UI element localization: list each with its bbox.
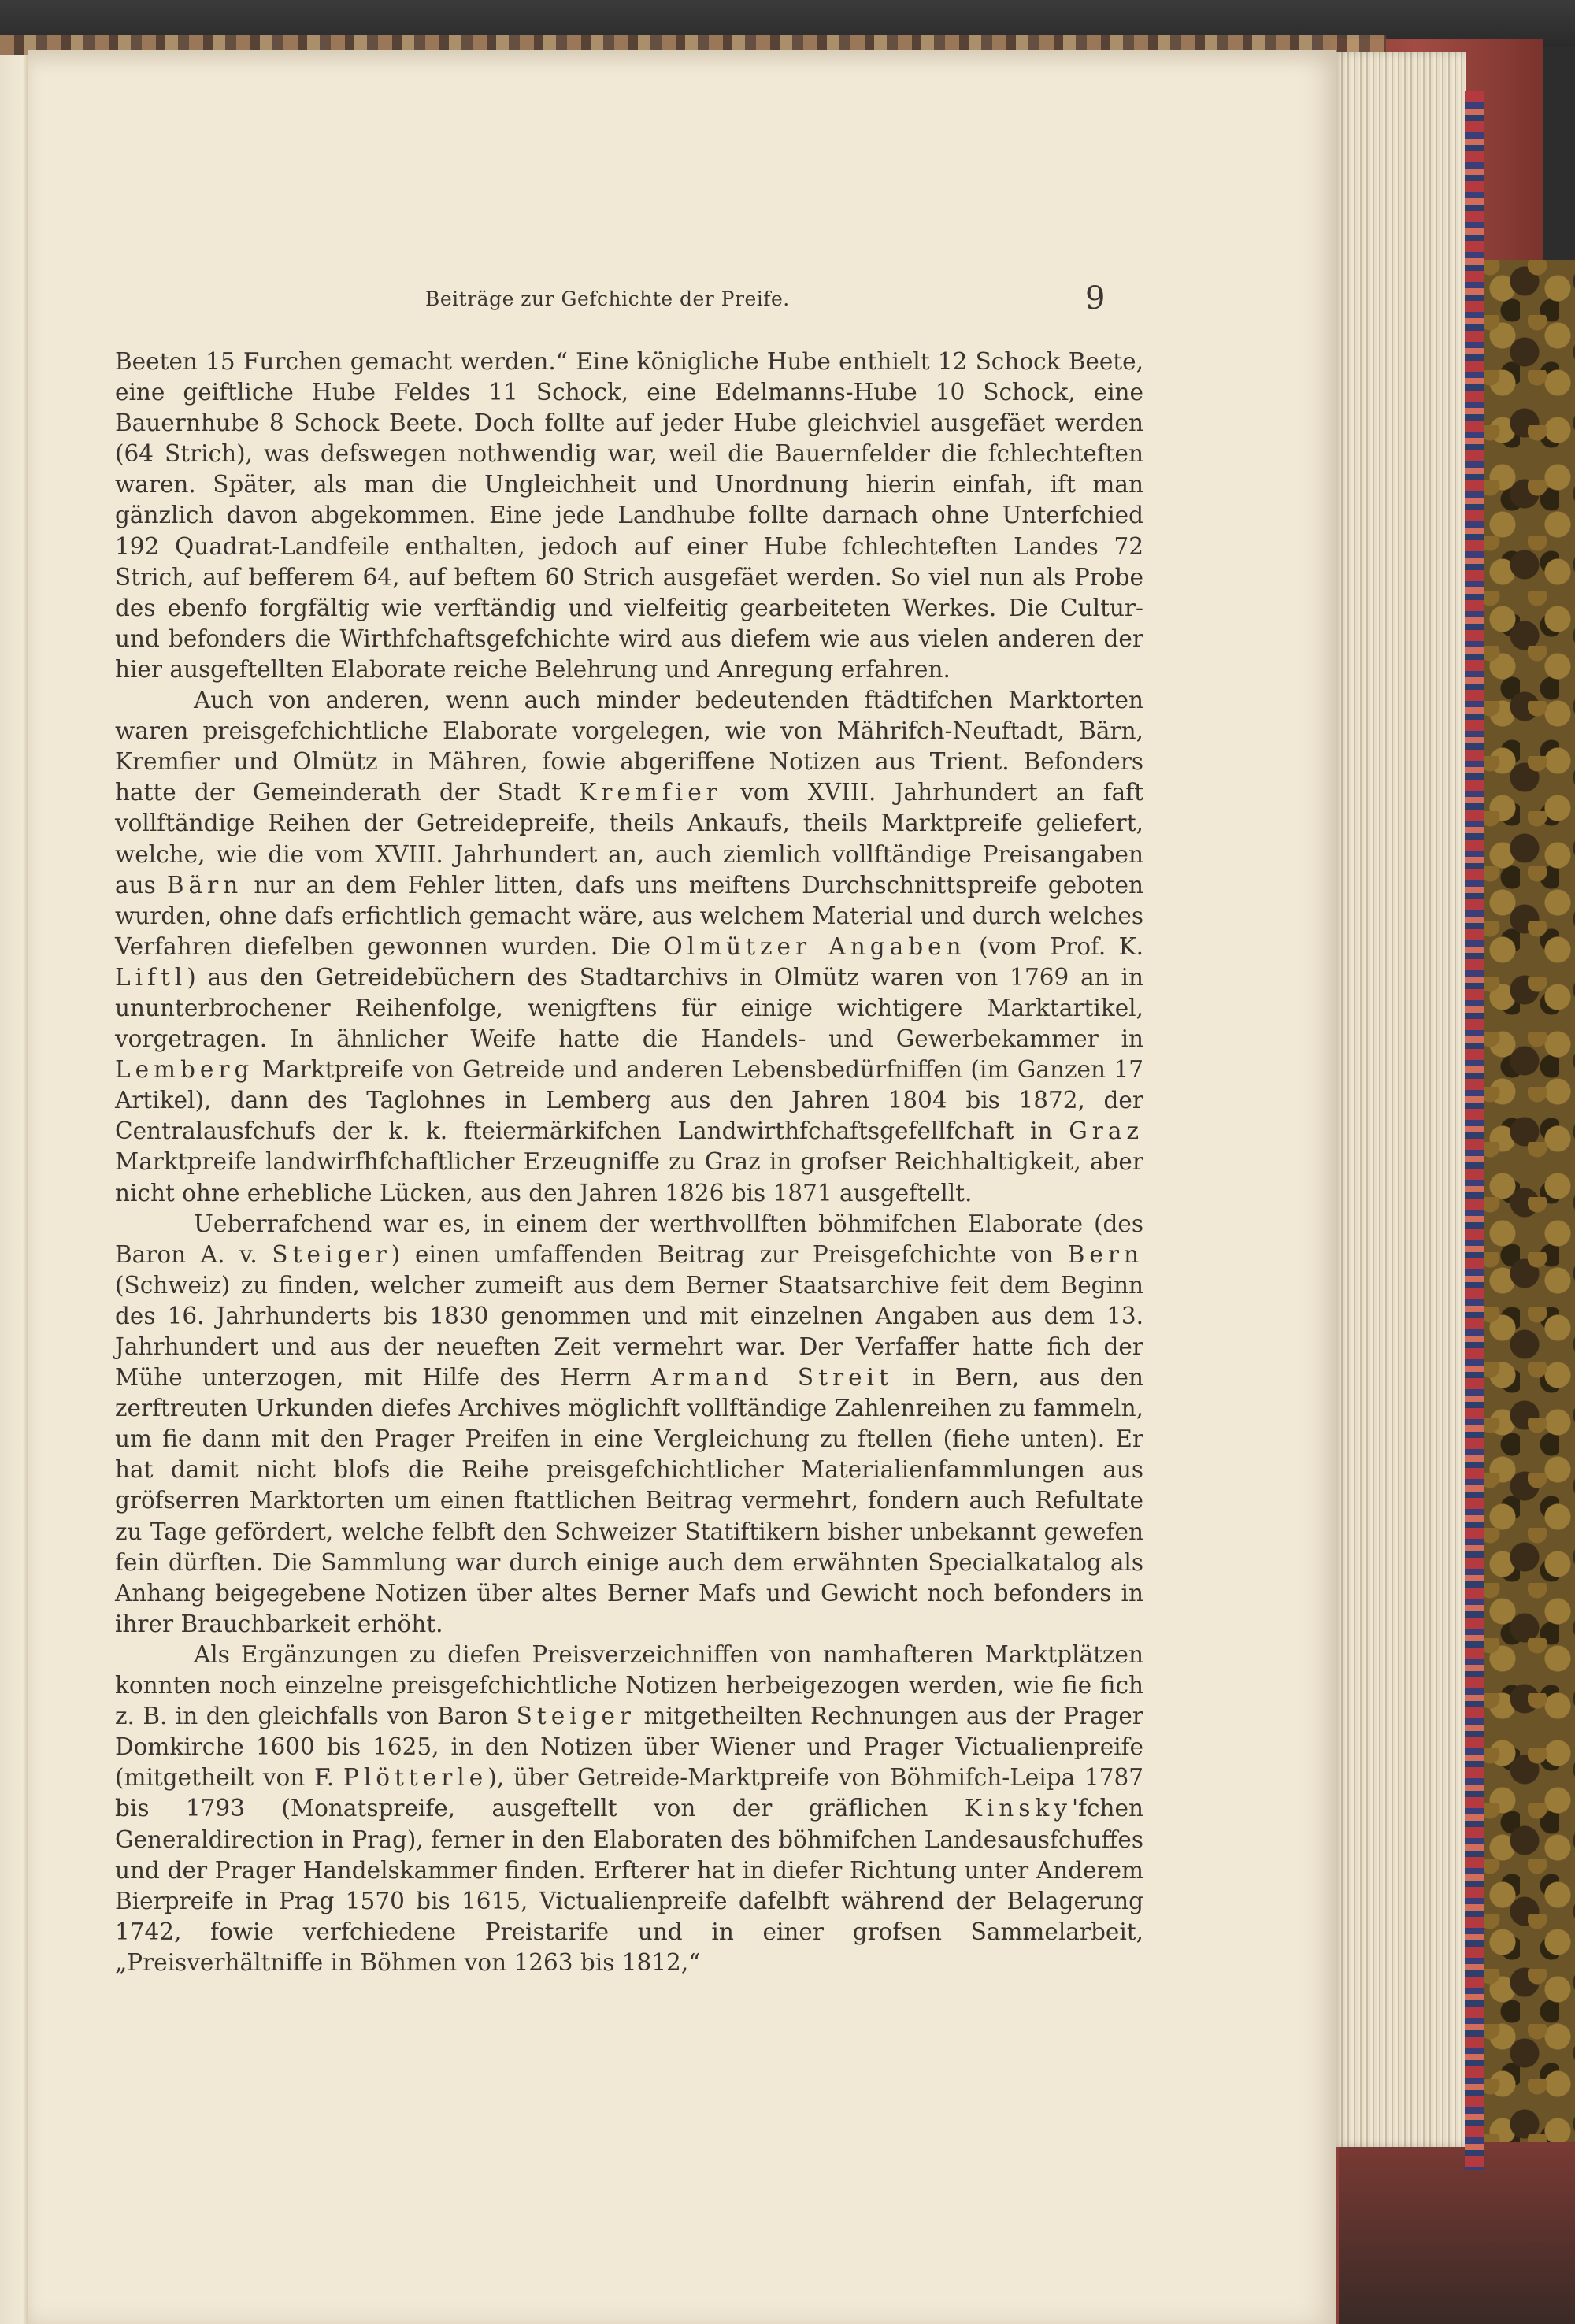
text-run: 'fchen Generaldirection in Prag), ferner in den Elaboraten des böhmifchen Landesausfchuffes und der Prager Handelskammer finden. Erfterer hat in diefer Richtung unter Anderem Bierpreife in Prag 1570 bis 1615, Victualienpreife dafelbft während der Belagerung 1742, fowie verfchiedene Preistarife und in einer grofsen Sammelarbeit, „Preisverhältniffe in Böhmen von 1263 bis 1812,“ <box>115 1795 1143 1976</box>
spaced-emphasis: Bärn <box>166 871 243 899</box>
running-header: Beiträge zur Gefchichte der Preife. <box>425 287 790 310</box>
text-run: Ueberrafchend war es, in einem der werthvollften böhmifchen Elaborate (des Baron A. v. <box>115 1210 1143 1268</box>
spaced-emphasis: Liftl <box>115 963 187 991</box>
spaced-emphasis: Plötterle <box>343 1764 488 1792</box>
text-run: ) aus den Getreidebüchern des Stadtarchivs in Olmütz waren von 1769 an in ununterbrochener Reihenfolge, wenigftens für einige wichtigere Marktartikel, vorgetragen. In ähnlicher Weife hatte die Handels- und Gewerbekammer in <box>115 963 1143 1053</box>
text-run: (Schweiz) zu finden, welcher zumeift aus dem Berner Staatsarchive feit dem Beginn des 16. Jahrhunderts bis 1830 genommen und mit einzelnen Angaben aus dem 13. Jahrhundert und aus der neueften Zeit vermehrt war. Der Verfaffer hatte fich der Mühe unterzogen, mit Hilfe des Herrn <box>115 1271 1143 1392</box>
text-run: mitgetheilten Rechnungen aus der Prager Domkirche 1600 bis 1625, in den Notizen über Wiener und Prager Victualienpreife (mitgetheilt von F. <box>115 1703 1143 1792</box>
text-run: Auch von anderen, wenn auch minder bedeutenden ftädtifchen Marktorten waren preisgefchichtliche Elaborate vorgelegen, wie von Mährifch-Neuftadt, Bärn, Kremfier und Olmütz in Mähren, fowie abgeriffene Notizen aus Trient. Befonders hatte der Gemeinderath der Stadt <box>115 687 1143 806</box>
paragraph <box>115 685 1143 1209</box>
marbled-endpaper <box>1480 260 1575 2324</box>
stacked-page-edges <box>1332 52 1466 2147</box>
text-run: vom XVIII. Jahrhundert an faft vollftändige Reihen der Getreidepreife, theils Ankaufs, theils Marktpreife geliefert, welche, wie die vom XVIII. Jahrhundert an, auch ziemlich vollftändige Preisangaben aus <box>115 779 1143 899</box>
previous-page-edge <box>0 55 28 2324</box>
marbled-edge-stripe <box>1465 91 1484 2170</box>
spaced-emphasis: Graz <box>1069 1118 1143 1145</box>
text-run: in Bern, aus den zerftreuten Urkunden diefes Archives möglichft vollftändige Zahlenreihen zu fammeln, um fie dann mit den Prager Preifen in eine Vergleichung zu ftellen (fiehe unten). Er hat damit nicht blofs die Reihe preisgefchichtlicher Materialienfammlungen aus gröfserren Marktorten um einen ftattlichen Beitrag vermehrt, fondern auch Refultate zu Tage gefördert, welche felbft den Schweizer Statiftikern bisher unbekannt gewefen fein dürften. Die Sammlung war durch einige auch dem erwähnten Specialkatalog als Anhang beigegebene Notizen über altes Berner Mafs und Gewicht noch befonders in ihrer Brauchbarkeit erhöht. <box>115 1364 1144 1637</box>
text-run: nur an dem Fehler litten, dafs uns meiftens Durchschnittspreife geboten wurden, ohne dafs erfichtlich gemacht wäre, aus welchem Material und durch welches Verfahren diefelben gewonnen wurden. Die <box>115 871 1144 960</box>
body-text <box>115 347 1143 1978</box>
spaced-emphasis: Kinsky <box>964 1795 1072 1822</box>
paragraph <box>115 1640 1143 1978</box>
text-run: Marktpreife landwirfhfchaftlicher Erzeugniffe zu Graz in grofser Reichhaltigkeit, aber nicht ohne erhebliche Lücken, aus den Jahren 1826 bis 1871 ausgeftellt. <box>115 1148 1143 1206</box>
paragraph <box>115 347 1143 685</box>
text-run: Beeten 15 Furchen gemacht werden.“ Eine königliche Hube enthielt 12 Schock Beete, eine geiftliche Hube Feldes 11 Schock, eine Edelmanns-Hube 10 Schock, eine Bauernhube 8 Schock Beete. Doch follte auf jeder Hube gleichviel ausgefäet werden (64 Strich), was defswegen nothwendig war, weil die Bauernfelder die fchlechteften waren. Später, als man die Ungleichheit und Unordnung hierin einfah, ift man gänzlich davon abgekommen. Eine jede Landhube follte darnach ohne Unterfchied 192 Quadrat-Landfeile enthalten, jedoch auf einer Hube fchlechteften Landes 72 Strich, auf befferem 64, auf beftem 60 Strich ausgefäet werden. So viel nun als Probe des ebenfo forgfältig wie verftändig und vielfeitig gearbeiteten Werkes. Die Cultur- und befonders die Wirthfchaftsgefchichte wird aus diefem wie aus vielen anderen der hier ausgeftellten Elaborate reiche Belehrung und Anregung erfahren. <box>115 348 1143 683</box>
spaced-emphasis: Olmützer Angaben <box>663 932 966 960</box>
text-run: Marktpreife von Getreide und anderen Lebensbedürfniffen (im Ganzen 17 Artikel), dann des Taglohnes in Lemberg aus den Jahren 1804 bis 1872, der Centralausfchufs der k. k. fteiermärkifchen Landwirthfchaftsgefellfchaft in <box>115 1056 1143 1145</box>
spaced-emphasis: Armand Streit <box>650 1364 893 1392</box>
spaced-emphasis: Kremfier <box>579 779 722 806</box>
text-run: ) einen umfaffenden Beitrag zur Preisgefchichte von <box>391 1240 1068 1268</box>
spaced-emphasis: Steiger <box>516 1703 636 1730</box>
spaced-emphasis: Lemberg <box>115 1056 254 1084</box>
text-run: ), über Getreide-Marktpreife von Böhmifch-Leipa 1787 bis 1793 (Monatspreife, ausgeftellt von der gräflichen <box>115 1764 1143 1822</box>
paragraph <box>115 1209 1143 1640</box>
text-run: Als Ergänzungen zu diefen Preisverzeichniffen von namhafteren Marktplätzen konnten noch einzelne preisgefchichtliche Notizen herbeigezogen werden, wie fie fich z. B. in den gleichfalls von Baron <box>115 1640 1143 1730</box>
text-run: (vom Prof. K. <box>965 932 1143 960</box>
page-number: 9 <box>1085 280 1106 317</box>
spaced-emphasis: Bern <box>1067 1240 1143 1268</box>
cover-corner <box>1339 2142 1575 2324</box>
spaced-emphasis: Steiger <box>272 1240 391 1268</box>
